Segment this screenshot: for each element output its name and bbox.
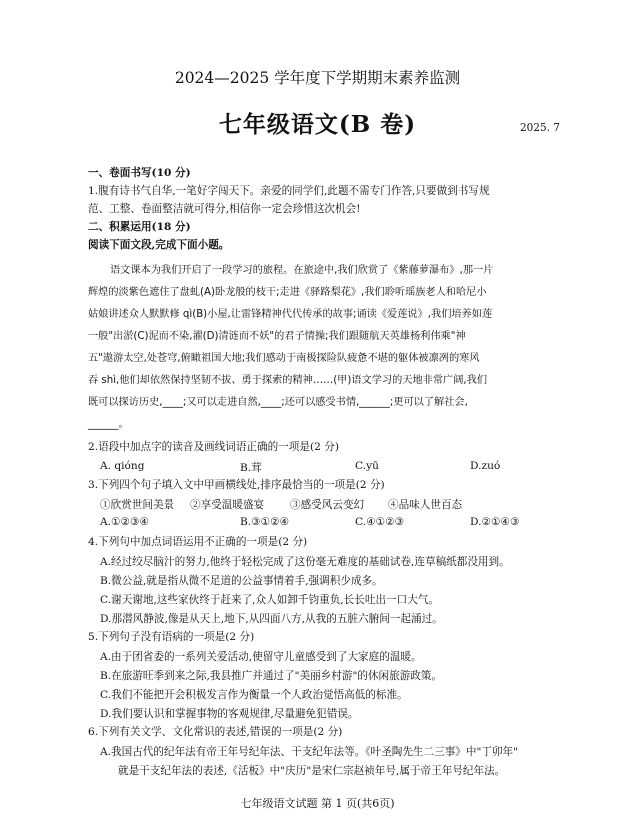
section1-heading: 一、卷面书写(10 分) [88, 167, 191, 179]
passage-line: 辉煌的淡紫色遮住了盘虬(A)卧龙般的枝干;走进《驿路梨花》,我们聆听瑶族老人和哈尼小 [88, 287, 487, 298]
passage-line: 既可以探访历史,____;又可以走进自然,____;还可以感受书情,______;更可以了解社会, [88, 397, 468, 408]
question-stem: 6.下列有关文学、文化常识的表述,错误的一项是(2 分) [88, 726, 343, 738]
section2-instruction: 阅读下面文段,完成下面小题。 [88, 239, 230, 251]
option-a: A. qióng [100, 460, 145, 472]
option-b: B.③①②④ [240, 516, 290, 528]
exam-date: 2025. 7 [520, 121, 560, 134]
section2-heading: 二、积累运用(18 分) [88, 221, 191, 233]
page-footer: 七年级语文试题 第 1 页(共6页) [240, 797, 395, 810]
sentence-item: ①欣赏世间美景 [100, 499, 175, 511]
option-b: B.茸 [240, 462, 262, 474]
question-stem: 4.下列句中加点词语运用不正确的一项是(2 分) [88, 536, 308, 548]
option-d: D.②①④③ [470, 516, 520, 528]
option-b: B.在旅游旺季到来之际,我县推广并通过了"美丽乡村游"的休闲旅游政策。 [100, 670, 443, 682]
option-c: C.谢天谢地,这些家伙终于赶来了,众人如卸千钧重负,长长吐出一口大气。 [100, 594, 440, 606]
sentence-item: ②享受温暖盛宴 [190, 499, 265, 511]
option-c: C.yū [355, 460, 379, 472]
exam-subtitle: 七年级语文(B 卷) [218, 111, 417, 138]
passage-line: 吞 shì,他们却依然保持坚韧不拔、勇于探索的精神……(甲)语文学习的天地非常广阔,我们 [88, 375, 488, 386]
section1-text: 范、工整、卷面整洁就可得分,相信你一定会珍惜这次机会! [88, 203, 361, 215]
sentence-item: ④品味人世百态 [388, 499, 463, 511]
passage-line: 五"遨游太空,处苍穹,俯瞰祖国大地;我们感动于南极探险队疲惫不堪的躯体被凛冽的寒风 [88, 353, 480, 364]
option-d: D.那潜风静波,像是从天上,地下,从四面八方,从我的五脏六腑间一起涌过。 [100, 613, 443, 625]
option-d: D.我们要认识和掌握事物的客观规律,尽量避免犯错误。 [100, 708, 359, 720]
option-c: C.我们不能把开会积极发言作为衡量一个人政治觉悟高低的标准。 [100, 689, 408, 701]
question-stem: 2.语段中加点字的读音及画线词语正确的一项是(2 分) [88, 441, 339, 453]
passage-line: 一般"出淤(C)泥而不染,濯(D)清涟而不妖"的君子情操;我们跟随航天英雄杨利伟乘"神 [88, 331, 466, 342]
sentence-item: ③感受风云变幻 [290, 499, 365, 511]
option-a: A.经过绞尽脑汁的努力,他终于轻松完成了这份毫无难度的基础试卷,连草稿纸都没用到。 [100, 556, 510, 568]
option-a: A.由于团省委的一系列关爱活动,使留守儿童感受到了大家庭的温暖。 [100, 651, 422, 663]
passage-line: 姑娘讲述众人默默修 qì(B)小屋,让雷锋精神代代传承的故事;诵读《爱莲说》,我们培养如莲 [88, 309, 493, 320]
option-a: A.①②③④ [100, 516, 150, 528]
option-c: C.④①②③ [355, 516, 405, 528]
question-stem: 5.下列句子没有语病的一项是(2 分) [88, 631, 255, 643]
question-stem: 3.下列四个句子填入文中甲画横线处,排序最恰当的一项是(2 分) [88, 479, 385, 491]
section1-text: 1.腹有诗书气自华,一笔好字闯天下。亲爱的同学们,此题不需专门作答,只要做到书写规 [88, 185, 490, 197]
passage-line: 语文课本为我们开启了一段学习的旅程。在旅途中,我们欣赏了《紫藤萝瀑布》,那一片 [110, 265, 494, 276]
option-d: D.zuó [470, 460, 501, 472]
passage-line: ______。 [88, 419, 129, 430]
option-a: A.我国古代的纪年法有帝王年号纪年法、干支纪年法等。《叶圣陶先生二三事》中"丁卯年" [100, 746, 519, 758]
option-b: B.微公益,就是指从微不足道的公益事情着手,强调积少成多。 [100, 575, 383, 587]
exam-title: 2024—2025 学年度下学期期末素养监测 [174, 69, 461, 87]
option-a-continued: 就是干支纪年法的表述,《活板》中"庆历"是宋仁宗赵祯年号,属于帝王年号纪年法。 [118, 765, 506, 777]
